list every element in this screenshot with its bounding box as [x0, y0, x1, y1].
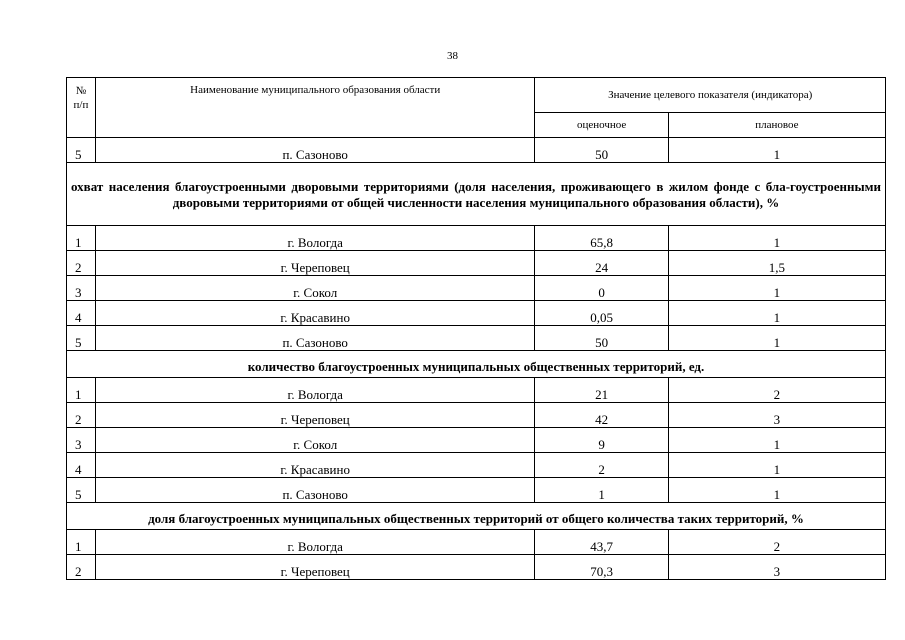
row-planned-value: 1	[668, 478, 885, 503]
row-municipality: г. Вологда	[95, 530, 534, 555]
row-planned-value: 1	[668, 276, 885, 301]
header-number: № п/п	[67, 78, 96, 138]
table-row	[67, 251, 886, 276]
row-municipality: п. Сазоново	[95, 478, 534, 503]
section-title-public-areas-share: доля благоустроенных муниципальных общественных территорий от общего количества таких территорий, %	[67, 503, 886, 530]
table-row	[67, 378, 886, 403]
table-row	[67, 428, 886, 453]
row-number: 4	[67, 301, 96, 326]
section-title-yard-coverage: охват населения благоустроенными дворовыми территориями (доля населения, проживающего в жилом фонде с бла-гоустроенными дворовыми территориями от общей численности населения муниципального образования области), %	[67, 163, 886, 226]
section-heading-row	[67, 163, 886, 226]
header-estimated: оценочное	[535, 113, 668, 138]
row-estimated-value: 2	[535, 453, 668, 478]
row-municipality: г. Череповец	[95, 555, 534, 580]
row-number: 4	[67, 453, 96, 478]
row-municipality: п. Сазоново	[95, 326, 534, 351]
row-planned-value: 2	[668, 530, 885, 555]
row-number: 3	[67, 428, 96, 453]
row-municipality: п. Сазоново	[95, 138, 534, 163]
row-planned-value: 1	[668, 301, 885, 326]
row-municipality: г. Красавино	[95, 301, 534, 326]
row-estimated-value: 1	[535, 478, 668, 503]
row-planned-value: 2	[668, 378, 885, 403]
row-number: 1	[67, 226, 96, 251]
row-estimated-value: 0,05	[535, 301, 668, 326]
section-heading-row	[67, 351, 886, 378]
row-number: 5	[67, 478, 96, 503]
row-estimated-value: 65,8	[535, 226, 668, 251]
header-indicator-value: Значение целевого показателя (индикатора)	[535, 78, 886, 113]
table-row	[67, 226, 886, 251]
row-estimated-value: 42	[535, 403, 668, 428]
row-estimated-value: 50	[535, 138, 668, 163]
row-estimated-value: 50	[535, 326, 668, 351]
row-planned-value: 1	[668, 428, 885, 453]
row-municipality: г. Вологда	[95, 378, 534, 403]
row-planned-value: 1	[668, 138, 885, 163]
row-estimated-value: 9	[535, 428, 668, 453]
row-municipality: г. Сокол	[95, 276, 534, 301]
row-municipality: г. Вологда	[95, 226, 534, 251]
row-planned-value: 1	[668, 226, 885, 251]
row-estimated-value: 24	[535, 251, 668, 276]
row-planned-value: 3	[668, 403, 885, 428]
table-row	[67, 555, 886, 580]
page-number: 38	[447, 50, 458, 62]
row-planned-value: 1	[668, 326, 885, 351]
table-row	[67, 453, 886, 478]
row-number: 5	[67, 326, 96, 351]
table-row	[67, 138, 886, 163]
row-municipality: г. Сокол	[95, 428, 534, 453]
row-estimated-value: 43,7	[535, 530, 668, 555]
row-estimated-value: 70,3	[535, 555, 668, 580]
row-number: 3	[67, 276, 96, 301]
section-heading-row	[67, 503, 886, 530]
row-municipality: г. Череповец	[95, 251, 534, 276]
row-planned-value: 1,5	[668, 251, 885, 276]
row-municipality: г. Череповец	[95, 403, 534, 428]
row-number: 5	[67, 138, 96, 163]
header-planned: плановое	[668, 113, 885, 138]
row-number: 1	[67, 378, 96, 403]
table-row	[67, 276, 886, 301]
row-estimated-value: 0	[535, 276, 668, 301]
table-row	[67, 530, 886, 555]
table-row	[67, 301, 886, 326]
row-number: 1	[67, 530, 96, 555]
table-row	[67, 326, 886, 351]
row-estimated-value: 21	[535, 378, 668, 403]
row-municipality: г. Красавино	[95, 453, 534, 478]
table-header-row	[67, 78, 886, 113]
section-title-public-areas-count: количество благоустроенных муниципальных общественных территорий, ед.	[67, 351, 886, 378]
indicator-table	[66, 77, 886, 580]
row-planned-value: 1	[668, 453, 885, 478]
row-number: 2	[67, 251, 96, 276]
table-row	[67, 403, 886, 428]
row-planned-value: 3	[668, 555, 885, 580]
row-number: 2	[67, 403, 96, 428]
header-municipality-name: Наименование муниципального образования области	[95, 78, 534, 138]
row-number: 2	[67, 555, 96, 580]
table-row	[67, 478, 886, 503]
